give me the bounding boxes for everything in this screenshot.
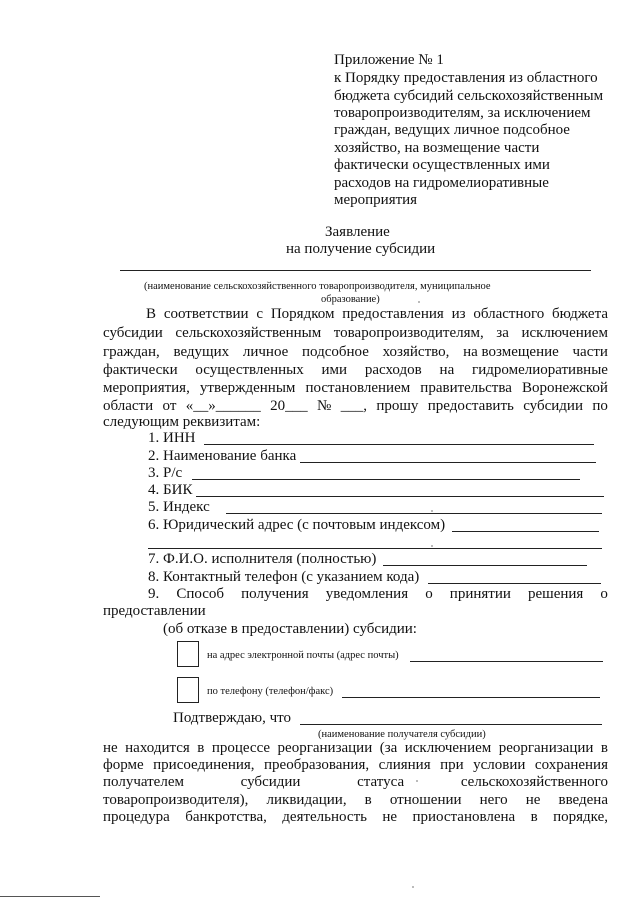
email-address-field[interactable] [410, 661, 603, 662]
paragraph-line: фактически осуществленных ими расходов на гидромелиоративные [103, 362, 608, 378]
paragraph-line: субсидии сельскохозяйственным товаропроизводителям, за исключением [103, 325, 608, 341]
account-field[interactable] [192, 479, 580, 480]
header-line: расходов на гидромелиоративные [334, 175, 549, 191]
phone-label: 8. Контактный телефон (с указанием кода) [148, 569, 420, 585]
legal-address-field[interactable] [452, 531, 599, 532]
applicant-caption: (наименование сельскохозяйственного товаропроизводителя, муниципальное [144, 281, 491, 292]
notify-line: 9. Способ получения уведомления о принятии решения о [148, 586, 608, 602]
paragraph-line: следующим реквизитам: [103, 414, 261, 430]
executor-label: 7. Ф.И.О. исполнителя (полностью) [148, 551, 377, 567]
inn-label: 1. ИНН [148, 430, 196, 446]
header-line: мероприятия [334, 192, 418, 208]
legal-address-label: 6. Юридический адрес (с почтовым индексом) [148, 517, 446, 533]
applicant-caption: образование) [321, 294, 380, 305]
header-line: хозяйство, на возмещение части [334, 140, 540, 156]
paragraph-line: области от «__»______ 20___ № ___, прошу предоставить субсидии по [103, 398, 608, 414]
header-line: бюджета субсидий сельскохозяйственным [334, 88, 604, 104]
legal-address-field-continued[interactable] [148, 548, 602, 549]
index-field[interactable] [226, 513, 602, 514]
notify-line: (об отказе в предоставлении) субсидии: [163, 621, 417, 637]
scan-speck [431, 545, 433, 547]
bank-field[interactable] [300, 462, 596, 463]
scan-speck [431, 510, 433, 512]
confirm-label: Подтверждаю, что [173, 710, 292, 726]
index-label: 5. Индекс [148, 499, 210, 515]
paragraph-line: В соответствии с Порядком предоставления из областного бюджета [146, 306, 608, 322]
phone-option-label: по телефону (телефон/факс) [207, 686, 334, 697]
phone-option-checkbox[interactable] [177, 677, 199, 703]
header-line: Приложение № 1 [334, 52, 444, 68]
applicant-name-line[interactable] [120, 270, 591, 271]
paragraph-line: товаропроизводителя), ликвидации, в отношении него не введена [103, 792, 608, 808]
document-subtitle: на получение субсидии [286, 241, 436, 257]
phone-fax-field[interactable] [342, 697, 600, 698]
bank-label: 2. Наименование банка [148, 448, 297, 464]
scan-speck [412, 886, 414, 888]
notify-line: предоставлении [103, 603, 206, 619]
scan-speck [416, 780, 418, 782]
scan-speck [418, 301, 420, 303]
inn-field[interactable] [204, 444, 594, 445]
paragraph-line: мероприятия, утвержденным постановлением правительства Воронежской [103, 380, 608, 396]
bik-field[interactable] [196, 496, 604, 497]
header-line: фактически осуществленных ими [334, 157, 550, 173]
header-line: товаропроизводителям, за исключением [334, 105, 591, 121]
header-line: к Порядку предоставления из областного [334, 70, 598, 86]
recipient-name-field[interactable] [300, 724, 602, 725]
page-edge-line [0, 896, 100, 897]
account-label: 3. Р/с [148, 465, 183, 481]
bik-label: 4. БИК [148, 482, 193, 498]
paragraph-line: процедура банкротства, деятельность не приостановлена в порядке, [103, 809, 608, 825]
paragraph-line: форме присоединения, преобразования, слияния при условии сохранения [103, 757, 608, 773]
paragraph-line: не находится в процессе реорганизации (за исключением реорганизации в [103, 740, 608, 756]
email-option-label: на адрес электронной почты (адрес почты) [207, 650, 399, 661]
recipient-caption: (наименование получателя субсидии) [318, 729, 486, 740]
document-title: Заявление [325, 224, 390, 240]
phone-field[interactable] [428, 583, 601, 584]
paragraph-line: граждан, ведущих личное подсобное хозяйство, на возмещение части [103, 344, 608, 360]
header-line: граждан, ведущих личное подсобное [334, 122, 570, 138]
email-option-checkbox[interactable] [177, 641, 199, 667]
executor-field[interactable] [383, 565, 587, 566]
paragraph-line: получателем субсидии статуса сельскохозяйственного [103, 774, 608, 790]
